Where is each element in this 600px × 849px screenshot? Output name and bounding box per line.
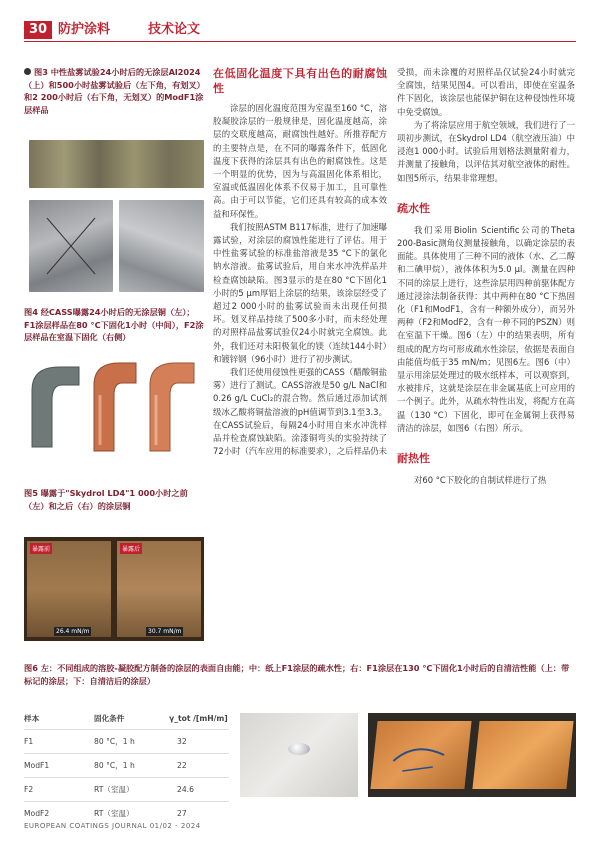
fig6-selfclean-image: [368, 713, 576, 797]
table-cell: ModF2: [24, 802, 94, 826]
paragraph: 我们按照ASTM B117标准，进行了加速曝露试验，对涂层的腐蚀性能进行了评估。用于中性盐雾试验的标准盐溶液是35 °C下的氯化钠水溶液。盐雾试验后，用自来水冲洗样品并检查腐蚀缺陷。图3显示的是在80 °C下固化1小时的5 μm厚铝上涂层的结果，该涂层经受了超过2 000小时的盐雾试验而未出现任何损坏。划叉样品持续了500多小时，而未经处理的对照样品盐雾试验仅24小时就完全腐蚀。此外，我们还对未阳极氧化的镁（连续144小时）和镀锌钢（96小时）进行了初步测试。: [213, 221, 387, 364]
water-droplet: [288, 743, 310, 755]
surface-energy-table: [24, 713, 229, 825]
category-title: 技术论文: [148, 22, 201, 37]
unscribed-coated-panel: [119, 200, 204, 292]
label-after: 暴露后: [120, 543, 142, 554]
table-cell: 24.6: [169, 778, 229, 802]
fig4-caption: 图4 经CASS曝露24小时后的无涂层铜（左）；F1涂层样品在80 °C下固化1小时（中间），F2涂层样品在室温下固化（右侧）: [24, 307, 204, 342]
heading-heat-resistance: 耐热性: [397, 452, 430, 466]
table-header: 样本: [24, 714, 40, 723]
paragraph: 对60 °C下胶化的自制试样进行了热: [414, 475, 547, 486]
paragraph: 受损，而未涂覆的对照样品仅试验24小时就完全腐蚀，结果见图4。可以看出，即使在室温条件下固化，该涂层也能保护铜在这种侵蚀性环境中免受腐蚀。: [397, 67, 575, 117]
heading-hydrophobicity: 疏水性: [397, 201, 430, 215]
value-after: 30.7 mN/m: [148, 628, 182, 635]
table-cell: RT（室温）: [94, 778, 169, 802]
paragraph: 为了将涂层应用于航空领域，我们进行了一项初步测试，在Skydrol LD4（航空液压油）中浸泡1 000小时。试验后用划格法测量附着力，并测量了接触角，以评估其对航空液体的耐性。如图5所示，结果非常理想。: [397, 119, 575, 183]
fig5-caption: 图5 曝露于"Skydrol LD4"1 000小时之前（左）和之后（右）的涂层铜: [24, 488, 188, 511]
table-row: [24, 778, 229, 802]
copper-elbows-illustration: [24, 355, 204, 455]
page-number: 30: [24, 21, 52, 39]
fig6-caption: 图6 左：不同组成的溶胶-凝胶配方制备的涂层的表面自由能；中：纸上F1涂层的疏水性；右：F1涂层在130 °C下固化1小时后的自清洁性能（上：带标记的涂层；下：自清洁后的涂层）: [24, 663, 570, 686]
column-right: [397, 66, 575, 487]
label-before: 暴露前: [30, 543, 52, 554]
table-cell: 22: [169, 754, 229, 778]
fig6-paper-image: [240, 713, 358, 797]
fig3-image: [29, 140, 204, 292]
fig5-image: [24, 537, 204, 641]
table-cell: F1: [24, 730, 94, 754]
fig4-image: [24, 355, 204, 455]
paragraph: 我们还使用侵蚀性更强的CASS（醋酸铜盐雾）进行了测试。CASS溶液是50 g/L NaCl和0.26 g/L CuCl₂的混合物。然后通过添加试剂级冰乙酸将铜盐溶液的pH值调节到3.1至3.3。在CASS试验后，每隔24小时用自来水冲洗样品并检查腐蚀缺陷。涂漆铜弯头的实验持续了72小时（汽车应用的标准要求），之后样品仍未: [213, 367, 387, 457]
fig3-caption: 图3 中性盐雾试验24小时后的无涂层Al2024（上）和500小时盐雾试验后（左下角，有划叉）和2 200小时后（右下角，无划叉）的ModF1涂层样品: [24, 67, 204, 115]
table-cell: 27: [169, 802, 229, 826]
table-cell: 32: [169, 730, 229, 754]
scribed-coated-panel: [29, 200, 113, 292]
table-cell: F2: [24, 778, 94, 802]
cleaned-panel: [472, 721, 573, 789]
table-row: [24, 730, 229, 754]
table-cell: 80 °C，1 h: [94, 730, 169, 754]
paragraph: 涂层的固化温度范围为室温至160 °C，溶胶凝胶涂层的一般规律是，固化温度越高，涂层的交联度越高，耐腐蚀性越好。所推荐配方的主要特点是，在不同的曝露条件下，低固化温度下获得的涂层具有出色的耐腐蚀性。这是一个明显的优势，因为与高温固化体系相比，室温或低温固化体系不仅易于加工，且可靠性高。由于可以节能，它们还具有较高的成本效益和环保性。: [213, 103, 387, 219]
panel-before: [27, 541, 111, 637]
heading-corrosion: 在低固化温度下具有出色的耐腐蚀性: [213, 67, 387, 95]
column-middle: [213, 66, 387, 458]
section-title: 防护涂料: [58, 22, 111, 37]
table-cell: RT（室温）: [94, 802, 169, 826]
paragraph: 我们采用Biolin Scientific公司的Theta 200-Basic测角仪测量接触角，以确定涂层的表面能。具体使用了三种不同的液体（水、乙二醇和二碘甲烷），液体体积为5.0 μl。测量在四种不同的涂层上进行，这些涂层用四种前驱体配方通过浸涂法制备获得：其中两种在80 °C下热固化（F1和ModF1，含有一种额外成分），而另外两种（F2和ModF2，含有一种不同的PSZN）则在室温下干燥。图6（左）中的结果表明，所有组成的配方均可形成疏水性涂层，依据是表面自由能值均低于35 mN/m；见图6左。图6（中）显示用涂层处理过的吸水纸样本，可以观察到，水被排斥，这就是涂层在非金属基底上可应用的一个例子。此外，从疏水特性出发，将配方在高温（130 °C）下固化，即可在金属铜上获得易清洁的涂层，如图6（右图）所示。: [397, 224, 575, 433]
table-header: γ_tot /[mH/m]: [169, 714, 228, 723]
header-rule: [24, 41, 576, 42]
arrow-icon: [24, 68, 31, 75]
uncoated-al-panel: [29, 140, 204, 188]
table-row: [24, 754, 229, 778]
value-before: 26.4 mN/m: [56, 628, 90, 635]
table-cell: 80 °C，1 h: [94, 754, 169, 778]
table-header: 固化条件: [94, 714, 125, 723]
panel-after: [117, 541, 201, 637]
table-cell: ModF1: [24, 754, 94, 778]
marked-panel: [370, 721, 471, 789]
footer: EUROPEAN COATINGS JOURNAL 01/02 - 2024: [24, 822, 201, 830]
